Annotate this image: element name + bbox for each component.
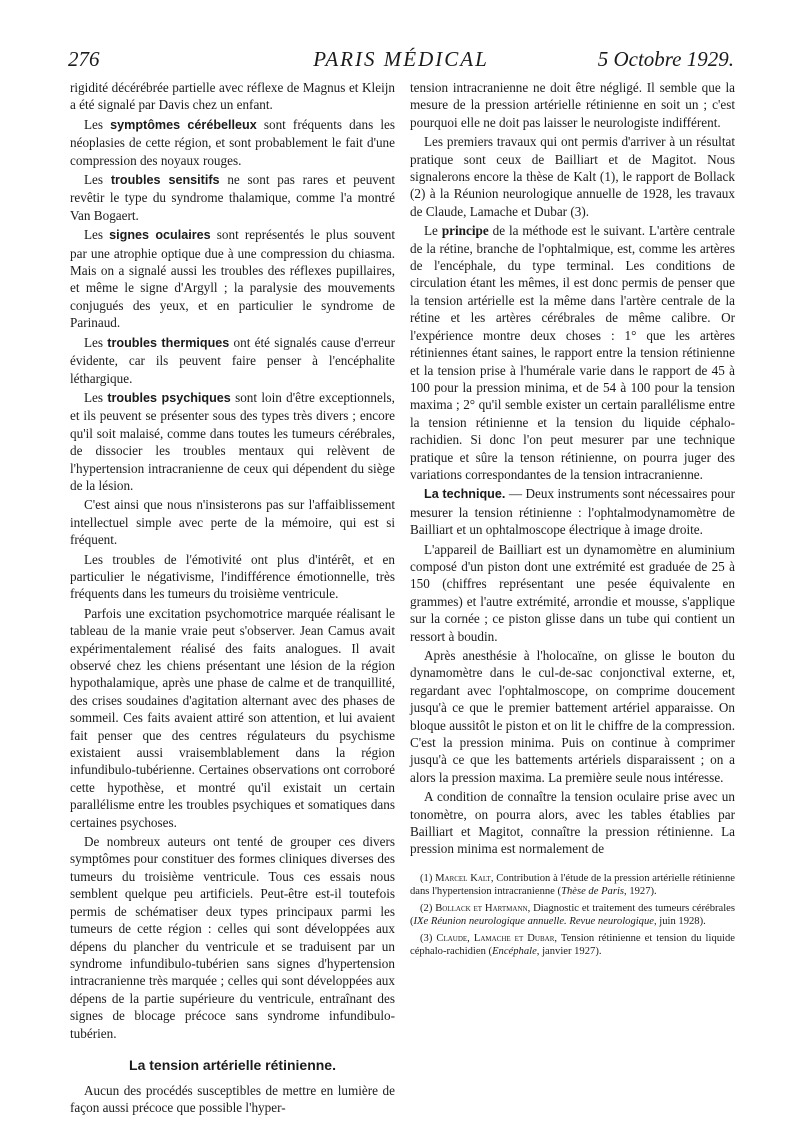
paragraph: Les signes oculaires sont représentés le plus souvent par une atrophie optique due à une compression du chiasma. Mais on a signalé aussi les troubles des réflexes pupillaires, et même le signe d'Argyll ; la paralysie des mouvements conjugués des yeux, et en particulier le syndrome de Parinaud. [70, 227, 396, 331]
footnotes [410, 872, 735, 958]
paragraph: Le principe de la méthode est le suivant. L'artère centrale de la rétine, branche de l'ophtalmique, est, comme les artères de l'encéphale, du type terminal. Les conditions de circulation étant les mêmes, il est donc permis de penser que la tension artérielle est la même dans l'artère centrale de la rétine et les artères cérébrales de même calibre. Or l'expérience montre deux choses : 1° que les artères rétiniennes étant saines, le rapport entre la tension rétinienne et la tension prise à l'humérale varie dans le rapport de 45 à 100 pour la pression minima, et de 54 à 100 pour la tension maxima ; 2° qu'il semble exister un certain parallélisme entre la tension rétinienne et la tension du liquide céphalo-rachidien. Si donc l'on peut mesurer par une technique pratique et sûre la tenson rétinienne, on pourra juger des variations correspondantes de la tension intracranienne. [410, 223, 735, 482]
keyword: principe [441, 223, 489, 239]
keyword: troubles thermiques [107, 335, 230, 350]
footnote: (1) Marcel Kalt, Contribution à l'étude de la pression artérielle rétinienne dans l'hypertension intracranienne (Thèse de Paris, 1927). [410, 872, 735, 898]
keyword: troubles sensitifs [110, 173, 220, 188]
paragraph: La technique. — Deux instruments sont nécessaires pour mesurer la tension rétinienne : l'ophtalmodynamomètre de Bailliart et un ophtalmoscope électrique à image droite. [410, 486, 735, 538]
right-column [410, 79, 735, 961]
paragraph: Les troubles sensitifs ne sont pas rares et peuvent revêtir le type du syndrome thalamique, comme l'a montré Van Bogaert. [70, 172, 396, 223]
paragraph: Les premiers travaux qui ont permis d'arriver à un résultat pratique sont ceux de Bailliart et de Magitot. Nous signalerons encore la thèse de Kalt (1), le rapport de Bollack (2) à la Réunion neurologique annuelle de 1928, les travaux de Claude, Lamache et Dubar (3). [410, 134, 735, 219]
page-header [68, 44, 734, 74]
paragraph: L'appareil de Bailliart est un dynamomètre en aluminium composé d'un piston dont une extrémité est graduée de 25 à 150 (chiffres représentant une pesée équivalente en grammes) et l'autre extrémité, arrondie et mousse, s'applique sur la cornée ; ce piston glisse dans un tube qui contient un ressort à boudin. [410, 541, 735, 644]
paragraph: Les troubles thermiques ont été signalés cause d'erreur évidente, car ils peuvent faire penser à l'encéphalite léthargique. [70, 334, 395, 386]
journal-title: PARIS MÉDICAL [313, 47, 489, 71]
paragraph: C'est ainsi que nous n'insisterons pas sur l'affaiblissement intellectuel simple avec perte de la mémoire, qui est si fréquent. [70, 497, 395, 548]
paragraph: tension intracranienne ne doit être négligé. Il semble que la mesure de la pression artérielle rétinienne en soit un ; c'est pourquoi elle ne doit pas laisser le neurologiste indifférent. [410, 80, 735, 130]
keyword: troubles psychiques [107, 390, 231, 405]
paragraph: Après anesthésie à l'holocaïne, on glisse le bouton du dynamomètre dans le cul-de-sac conjonctival externe, et, regardant avec l'ophtalmoscope, on comprime doucement jusqu'à ce que le premier battement artériel apparaisse. On bloque aussitôt le piston et on lit le chiffre de la compression. C'est la pression minima. Puis on continue à comprimer jusqu'à ce que les battements artériels disparaissent ; on a alors la pression maxima. La première seule nous intéresse. [410, 648, 735, 785]
paragraph: Les troubles de l'émotivité ont plus d'intérêt, et en particulier le négativisme, l'indifférence émotionnelle, très fréquents dans les tumeurs du troisième ventricule. [70, 551, 395, 602]
paragraph: De nombreux auteurs ont tenté de grouper ces divers symptômes pour constituer des formes cliniques diverses des tumeurs du troisième ventricule. Tous ces essais nous semblent quelque peu artificiels. Peut-être est-il toutefois permis de schématiser deux types principaux parmi les tumeurs de cette région : celles qui sont développées aux dépens du plancher du ventricule et se traduisent par un syndrome infundibulo-tubérien sans signes d'hypertension intracranienne très marquée ; celles qui sont développées aux dépens de la partie supérieure du ventricule, entraînant des signes de blocage précoce sans syndrome infundibulo-tubérien. [70, 834, 395, 1041]
paragraph: Les symptômes cérébelleux sont fréquents dans les néoplasies de cette région, et sont probablement le fait d'une compression des noyaux rouges. [70, 116, 395, 168]
subheading: La technique. [424, 487, 506, 502]
issue-date: 5 Octobre 1929. [597, 47, 734, 71]
paragraph: Aucun des procédés susceptibles de mettre en lumière de façon aussi précoce que possible l'hyper- [70, 1082, 395, 1116]
left-column [70, 79, 395, 1119]
paragraph: rigidité décérébrée partielle avec réflexe de Magnus et Kleijn a été signalé par Davis chez un enfant. [70, 80, 395, 113]
page-number: 276 [68, 47, 100, 71]
paragraph: Les troubles psychiques sont loin d'être exceptionnels, et ils peuvent se présenter sous des types très divers ; encore qu'il soit malaisé, comme dans toutes les tumeurs cérébrales, de dissocier les troubles mentaux qui relèvent de l'hypertension intracranienne de ceux qui dépendent du siège de la lésion. [70, 389, 395, 493]
section-heading: La tension artérielle rétinienne. [129, 1056, 336, 1073]
paragraph: Parfois une excitation psychomotrice marquée réalisant le tableau de la manie vraie peut s'observer. Jean Camus avait expérimentalement réalisé des faits analogues. Il avait observé chez les chiens présentant une lésion de la région hypothalamique, après une phase de calme et de tranquillité, des crises soudaines d'agitation alternant avec des phases de sommeil. Ces faits avaient attiré son attention, et lui avaient fait penser que des centres régulateurs du psychisme existaient aussi vraisemblablement dans la région infundibulo-tubérienne. Certaines observations ont corroboré cette hypothèse, et montré qu'il existait un certain parallélisme entre les troubles psychiques et somatiques dans certaines psychoses. [70, 605, 395, 830]
keyword: signes oculaires [109, 228, 211, 243]
paragraph: A condition de connaître la tension oculaire prise avec un tonomètre, on pourra alors, avec les tables établies par Bailliart et Magitot, connaître la pression rétinienne. La pression minima est normalement de [410, 789, 735, 857]
footnote: (2) Bollack et Hartmann, Diagnostic et traitement des tumeurs cérébrales (IXe Réunion neurologique annuelle. Revue neurologique, juin 1928). [410, 902, 735, 928]
keyword: symptômes cérébelleux [110, 117, 257, 132]
footnote: (3) Claude, Lamache et Dubar, Tension rétinienne et tension du liquide céphalo-rachidien (Encéphale, janvier 1927). [410, 932, 735, 957]
